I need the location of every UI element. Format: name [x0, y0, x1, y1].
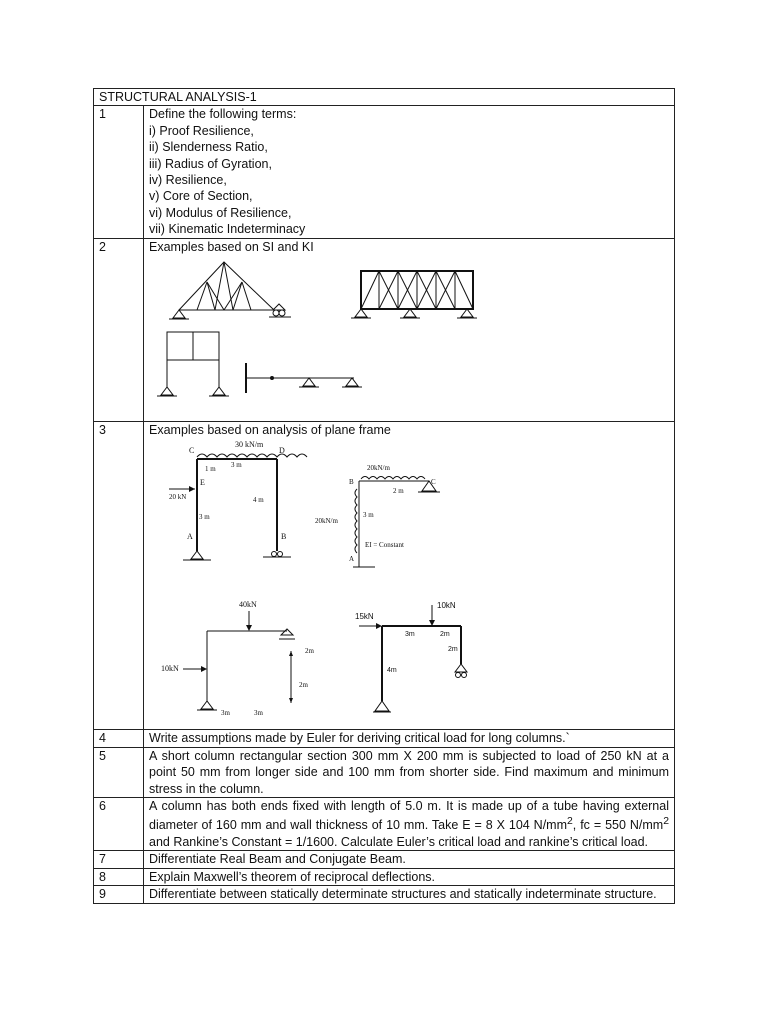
question-text: Differentiate between statically determinate structures and statically indeterminate structure.: [144, 886, 675, 903]
question-row-3: [94, 422, 675, 730]
dimension-label: 1 m: [205, 464, 216, 473]
question-text: [144, 238, 675, 422]
list-item: iii) Radius of Gyration,: [149, 156, 272, 171]
question-text: [144, 422, 675, 730]
node-label: C: [189, 445, 195, 455]
dimension-label: 3 m: [363, 510, 374, 519]
question-text: [144, 106, 675, 238]
beam-diagram: [246, 363, 362, 393]
bridge-truss-diagram: [351, 271, 477, 318]
load-label: 10kN: [437, 600, 456, 610]
node-label: B: [349, 477, 354, 486]
ei-label: EI = Constant: [365, 540, 404, 549]
node-label: D: [279, 445, 285, 455]
frame-figure-1: [169, 440, 307, 560]
node-label: C: [431, 477, 436, 486]
question-number: 9: [94, 886, 144, 903]
question-row-2: [94, 238, 675, 422]
node-label: E: [200, 477, 205, 487]
roof-truss-diagram: [169, 262, 291, 319]
dimension-label: 2m: [448, 645, 458, 653]
question-row-8: [94, 868, 675, 885]
list-item: vi) Modulus of Resilience,: [149, 205, 292, 220]
question-text: [144, 797, 675, 850]
load-label: 20kN/m: [315, 516, 338, 525]
frame-diagrams: [149, 439, 669, 725]
question-heading: Examples based on analysis of plane frame: [149, 423, 391, 438]
force-label: 20 kN: [169, 492, 187, 501]
question-table: [93, 88, 675, 904]
question-heading: Examples based on SI and KI: [149, 239, 314, 254]
question-number: 2: [94, 238, 144, 422]
load-label: 30 kN/m: [235, 439, 264, 449]
load-label: 40kN: [239, 599, 257, 609]
question-text: Explain Maxwell’s theorem of reciprocal deflections.: [144, 868, 675, 885]
dimension-label: 3m: [405, 630, 415, 638]
question-row-5: [94, 747, 675, 797]
dimension-label: 2 m: [393, 486, 404, 495]
sheet-title: STRUCTURAL ANALYSIS-1: [94, 89, 675, 106]
question-row-4: [94, 730, 675, 747]
question-heading: Define the following terms:: [149, 107, 297, 122]
question-number: 3: [94, 422, 144, 730]
list-item: ii) Slenderness Ratio,: [149, 140, 268, 155]
load-label: 15kN: [355, 611, 374, 621]
question-number: 4: [94, 730, 144, 747]
node-label: A: [349, 554, 355, 563]
dimension-label: 3m: [221, 708, 230, 717]
frame-figure-2: [315, 464, 440, 567]
dimension-label: 2m: [305, 646, 314, 655]
superscript: 2: [663, 816, 669, 828]
portal-frame-diagram: [157, 332, 229, 396]
question-text-part: and Rankine’s Constant = 1/1600. Calculate Euler’s critical load and rankine’s critical load.: [149, 834, 649, 849]
load-label: 20kN/m: [367, 463, 390, 472]
list-item: vii) Kinematic Indeterminacy: [149, 222, 306, 237]
question-text-part: , fc = 550 N/mm: [572, 818, 664, 833]
frame-figure-4: [355, 601, 467, 712]
load-label: 10kN: [161, 663, 179, 673]
question-number: 8: [94, 868, 144, 885]
node-label: B: [281, 531, 287, 541]
node-label: A: [187, 531, 193, 541]
list-item: v) Core of Section,: [149, 189, 253, 204]
question-text-part: A column has both ends fixed with length of 5.0 m. It is made up of a tube having external diameter of 160 mm and wall thickness of 10 mm. Take E = 8 X 104 N/mm: [149, 798, 669, 833]
dimension-label: 2m: [440, 630, 450, 638]
dimension-label: 2m: [299, 680, 308, 689]
question-number: 7: [94, 851, 144, 868]
dimension-label: 4m: [387, 666, 397, 674]
frame-figure-3: [161, 600, 315, 717]
question-number: 6: [94, 797, 144, 850]
question-number: 5: [94, 747, 144, 797]
question-row-1: [94, 106, 675, 238]
question-row-6: [94, 797, 675, 850]
list-item: i) Proof Resilience,: [149, 123, 254, 138]
question-text: A short column rectangular section 300 mm X 200 mm is subjected to load of 250 kN at a point 50 mm from longer side and 100 mm from shorter side. Find maximum and minimum stress in the column.: [144, 747, 675, 797]
question-row-9: [94, 886, 675, 903]
question-text: Write assumptions made by Euler for deriving critical load for long columns.`: [144, 730, 675, 747]
title-row: [94, 89, 675, 106]
structure-diagrams: [149, 255, 669, 417]
question-number: 1: [94, 106, 144, 238]
dimension-label: 3m: [254, 708, 263, 717]
question-text: Differentiate Real Beam and Conjugate Beam.: [144, 851, 675, 868]
dimension-label: 4 m: [253, 495, 264, 504]
superscript: 2: [567, 816, 573, 828]
question-row-7: [94, 851, 675, 868]
list-item: iv) Resilience,: [149, 173, 227, 188]
dimension-label: 3 m: [231, 460, 242, 469]
dimension-label: 3 m: [199, 512, 210, 521]
